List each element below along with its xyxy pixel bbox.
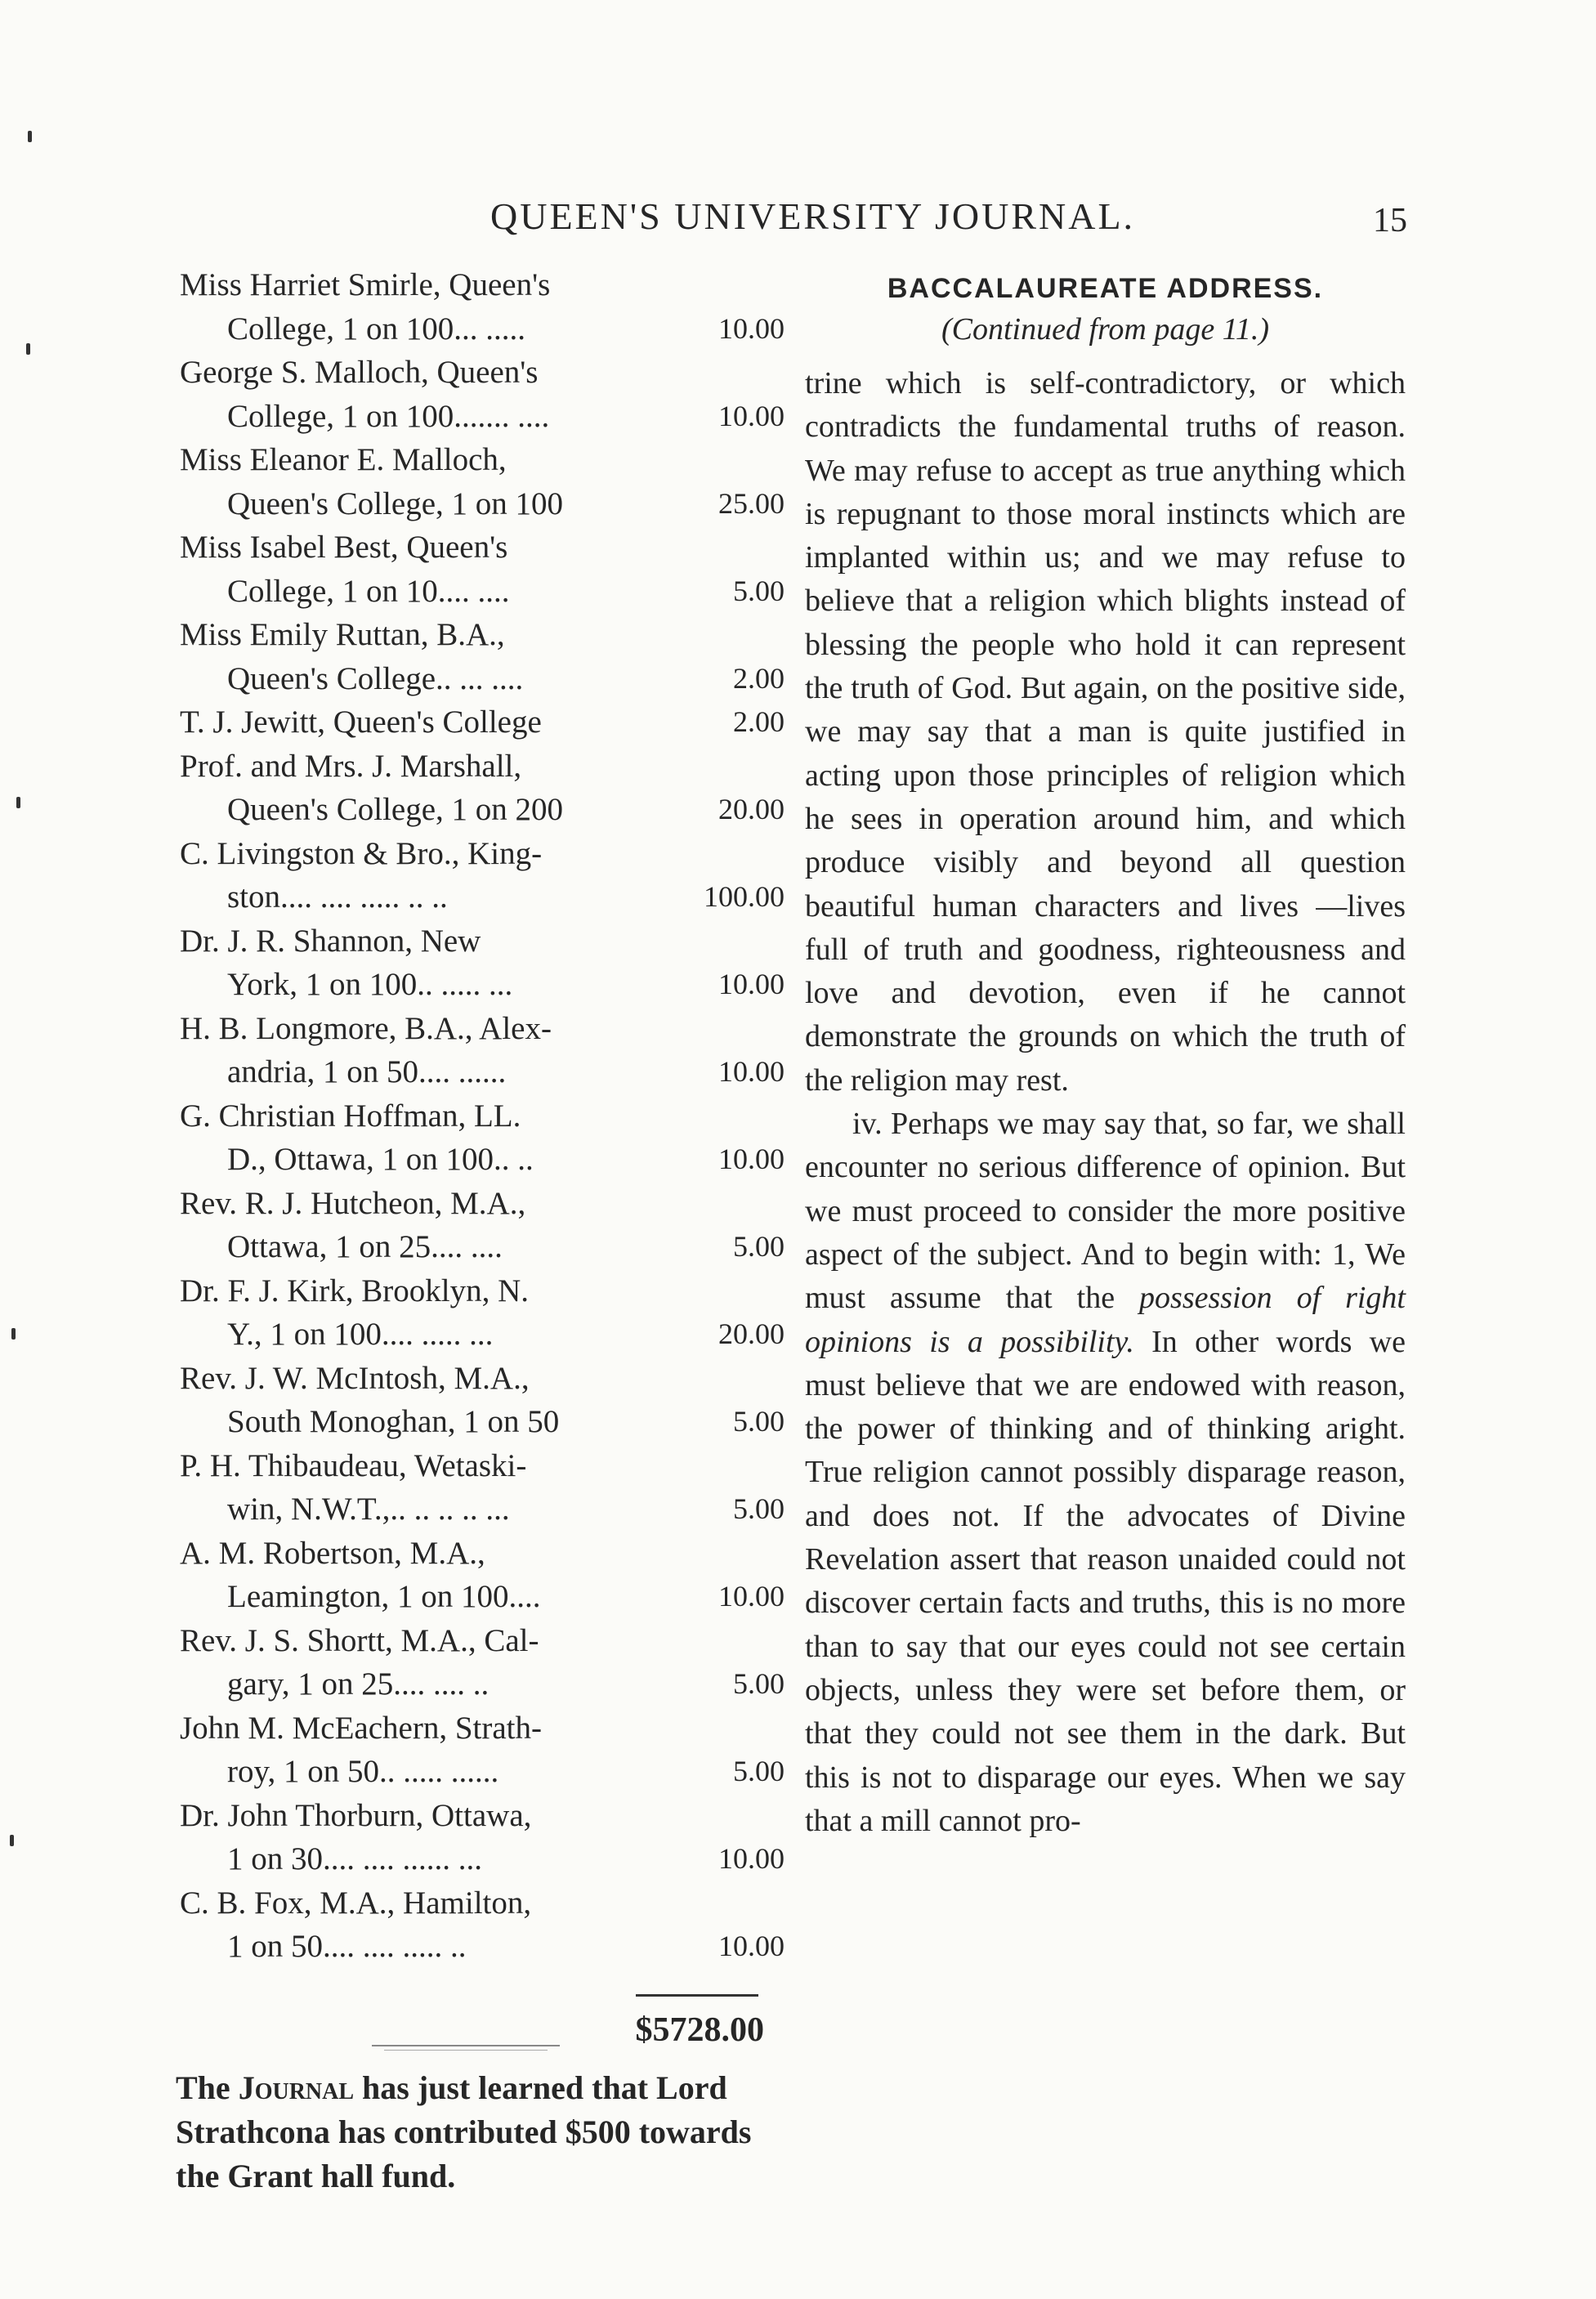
donor-line: Queen's College, 1 on 100 xyxy=(227,485,564,521)
page-number: 15 xyxy=(1373,202,1407,239)
running-header: QUEEN'S UNIVERSITY JOURNAL. xyxy=(490,195,1136,237)
donor-line: roy, 1 on 50.. ..... ...... xyxy=(227,1754,499,1789)
donation-amount: 25.00 xyxy=(718,486,785,520)
donation-entry xyxy=(180,351,785,438)
donor-line: York, 1 on 100.. ..... ... xyxy=(227,967,513,1002)
paragraph-emphasis: possession of right opinions is a possibility. xyxy=(805,1281,1406,1359)
donor-line: College, 1 on 100....... .... xyxy=(227,398,550,434)
donation-entry xyxy=(180,1357,785,1444)
donation-entry xyxy=(180,613,785,700)
margin-mark xyxy=(10,1835,14,1846)
address-column xyxy=(805,263,1406,1843)
donation-entry xyxy=(180,1094,785,1182)
donation-amount: 10.00 xyxy=(718,399,785,432)
donor-line: John M. McEachern, Strath- xyxy=(180,1710,542,1746)
paragraph-text: iv. Perhaps we may say that, so far, we shall encounter no serious difference of opinion. But we must proceed to consider the more positive aspect of the subject. And to begin with: 1, We must assume that the xyxy=(805,1107,1406,1316)
margin-mark xyxy=(16,797,20,808)
donor-line: win, N.W.T.,.. .. .. .. ... xyxy=(227,1492,510,1527)
donation-entry xyxy=(180,1619,785,1706)
donation-amount: 10.00 xyxy=(718,968,785,1000)
donor-line: College, 1 on 100... ..... xyxy=(227,311,526,347)
donation-total: $5728.00 xyxy=(635,2011,764,2049)
donation-amount: 5.00 xyxy=(733,1230,785,1263)
donation-list xyxy=(180,263,785,1969)
donor-line: Queen's College, 1 on 200 xyxy=(227,792,564,827)
paragraph: trine which is self-contradictory, or which contradicts the fundamental truths of reason. We may refuse to accept as true anything which is repugnant to those moral instincts which are implanted within us; and we may refuse to believe that a religion which blights instead of blessing the people who hold it can represent the truth of God. But again, on the positive side, we may say that a man is quite justified in acting upon those principles of religion which he sees in operation around him, and which produce visibly and beyond all question beautiful human characters and lives —lives full of truth and goodness, righteousness and love and devotion, even if he cannot demonstrate the grounds on which the truth of the religion may rest. xyxy=(805,366,1406,1098)
donation-amount: 100.00 xyxy=(704,880,785,913)
donation-amount: 5.00 xyxy=(733,1755,785,1787)
donation-amount: 10.00 xyxy=(718,1842,785,1875)
donor-line: 1 on 50.... .... ..... .. xyxy=(227,1929,467,1964)
donor-line: Miss Isabel Best, Queen's xyxy=(180,530,508,565)
donor-line: Rev. J. W. McIntosh, M.A., xyxy=(180,1360,530,1396)
donor-line: College, 1 on 10.... .... xyxy=(227,573,510,609)
donation-amount: 20.00 xyxy=(718,1317,785,1350)
note-text: has just learned that Lord Strathcona has contributed $500 towards the Grant hall fund. xyxy=(176,2069,752,2194)
donation-amount: 10.00 xyxy=(718,311,785,345)
donation-entry xyxy=(180,263,785,351)
note-journal-name: Journal xyxy=(238,2069,355,2106)
donation-entry xyxy=(180,1269,785,1357)
donor-line: andria, 1 on 50.... ...... xyxy=(227,1054,507,1089)
donation-amount: 5.00 xyxy=(733,1405,785,1438)
donor-line: ston.... .... ..... .. .. xyxy=(227,879,448,915)
donor-line: Miss Harriet Smirle, Queen's xyxy=(180,267,551,302)
donation-entry xyxy=(180,700,785,745)
total-rule xyxy=(636,1994,758,1997)
donor-line: Miss Eleanor E. Malloch, xyxy=(180,442,507,477)
donation-amount: 10.00 xyxy=(718,1930,785,1962)
donation-amount: 5.00 xyxy=(733,574,785,607)
donor-line: 1 on 30.... .... ...... ... xyxy=(227,1841,482,1876)
donation-entry xyxy=(180,919,785,1007)
donor-line: Dr. John Thorburn, Ottawa, xyxy=(180,1797,532,1833)
paragraph xyxy=(805,1103,1406,1843)
donation-amount: 5.00 xyxy=(733,1667,785,1700)
donation-amount: 20.00 xyxy=(718,793,785,825)
donor-line: C. Livingston & Bro., King- xyxy=(180,835,543,871)
donation-entry xyxy=(180,1532,785,1619)
section-divider xyxy=(372,2045,560,2046)
donor-line: G. Christian Hoffman, LL. xyxy=(180,1098,521,1134)
donor-line: Rev. R. J. Hutcheon, M.A., xyxy=(180,1185,526,1221)
donor-line: Dr. J. R. Shannon, New xyxy=(180,923,481,959)
donor-line: Queen's College.. ... .... xyxy=(227,660,524,696)
donation-entry xyxy=(180,1881,785,1969)
margin-mark xyxy=(28,131,32,142)
donor-line: P. H. Thibaudeau, Wetaski- xyxy=(180,1447,527,1483)
donor-line: A. M. Robertson, M.A., xyxy=(180,1535,485,1571)
donation-amount: 10.00 xyxy=(718,1143,785,1175)
margin-mark xyxy=(11,1328,16,1340)
donor-line: Prof. and Mrs. J. Marshall, xyxy=(180,748,522,784)
donor-line: H. B. Longmore, B.A., Alex- xyxy=(180,1010,552,1046)
donation-entry xyxy=(180,1706,785,1794)
donation-amount: 2.00 xyxy=(733,661,785,695)
donor-line: Ottawa, 1 on 25.... .... xyxy=(227,1229,503,1264)
donor-line: Dr. F. J. Kirk, Brooklyn, N. xyxy=(180,1273,529,1308)
donation-amount: 10.00 xyxy=(718,1055,785,1088)
donor-line: Rev. J. S. Shortt, M.A., Cal- xyxy=(180,1622,539,1658)
donation-amount: 2.00 xyxy=(733,705,785,738)
donation-amount: 5.00 xyxy=(733,1492,785,1525)
donor-line: T. J. Jewitt, Queen's College xyxy=(180,704,542,740)
donor-line: C. B. Fox, M.A., Hamilton, xyxy=(180,1885,532,1921)
journal-note xyxy=(176,2066,772,2198)
donor-line: gary, 1 on 25.... .... .. xyxy=(227,1666,490,1702)
note-prefix: The xyxy=(176,2069,239,2106)
donation-entry xyxy=(180,526,785,613)
donor-line: George S. Malloch, Queen's xyxy=(180,355,539,390)
donation-entry xyxy=(180,1444,785,1532)
donor-line: D., Ottawa, 1 on 100.. .. xyxy=(227,1142,534,1177)
donor-line: Leamington, 1 on 100.... xyxy=(227,1579,541,1614)
margin-mark xyxy=(26,343,30,355)
section-subtitle: (Continued from page 11.) xyxy=(941,312,1270,347)
donation-entry xyxy=(180,1794,785,1881)
section-title: BACCALAUREATE ADDRESS. xyxy=(887,273,1324,304)
donor-line: South Monoghan, 1 on 50 xyxy=(227,1404,560,1439)
donor-line: Miss Emily Ruttan, B.A., xyxy=(180,617,505,652)
donor-line: Y., 1 on 100.... ..... ... xyxy=(227,1317,494,1352)
donation-entry xyxy=(180,832,785,919)
paragraph-text: In other words we must believe that we are endowed with reason, the power of thinking and of thinking aright. True religion cannot possibly disparage reason, and does not. If the advocates of Divine Revelation assert that reason unaided could not discover certain facts and truths, this is no more than to say that our eyes could not see certain objects, unless they were set before them, or that they could not see them in the dark. But this is not to disparage our eyes. When we say that a mill cannot pro- xyxy=(805,1324,1406,1838)
donation-entry xyxy=(180,745,785,832)
donation-entry xyxy=(180,438,785,526)
donation-entry xyxy=(180,1007,785,1094)
donation-entry xyxy=(180,1182,785,1269)
section-divider xyxy=(384,2050,548,2051)
donation-amount: 10.00 xyxy=(718,1580,785,1612)
